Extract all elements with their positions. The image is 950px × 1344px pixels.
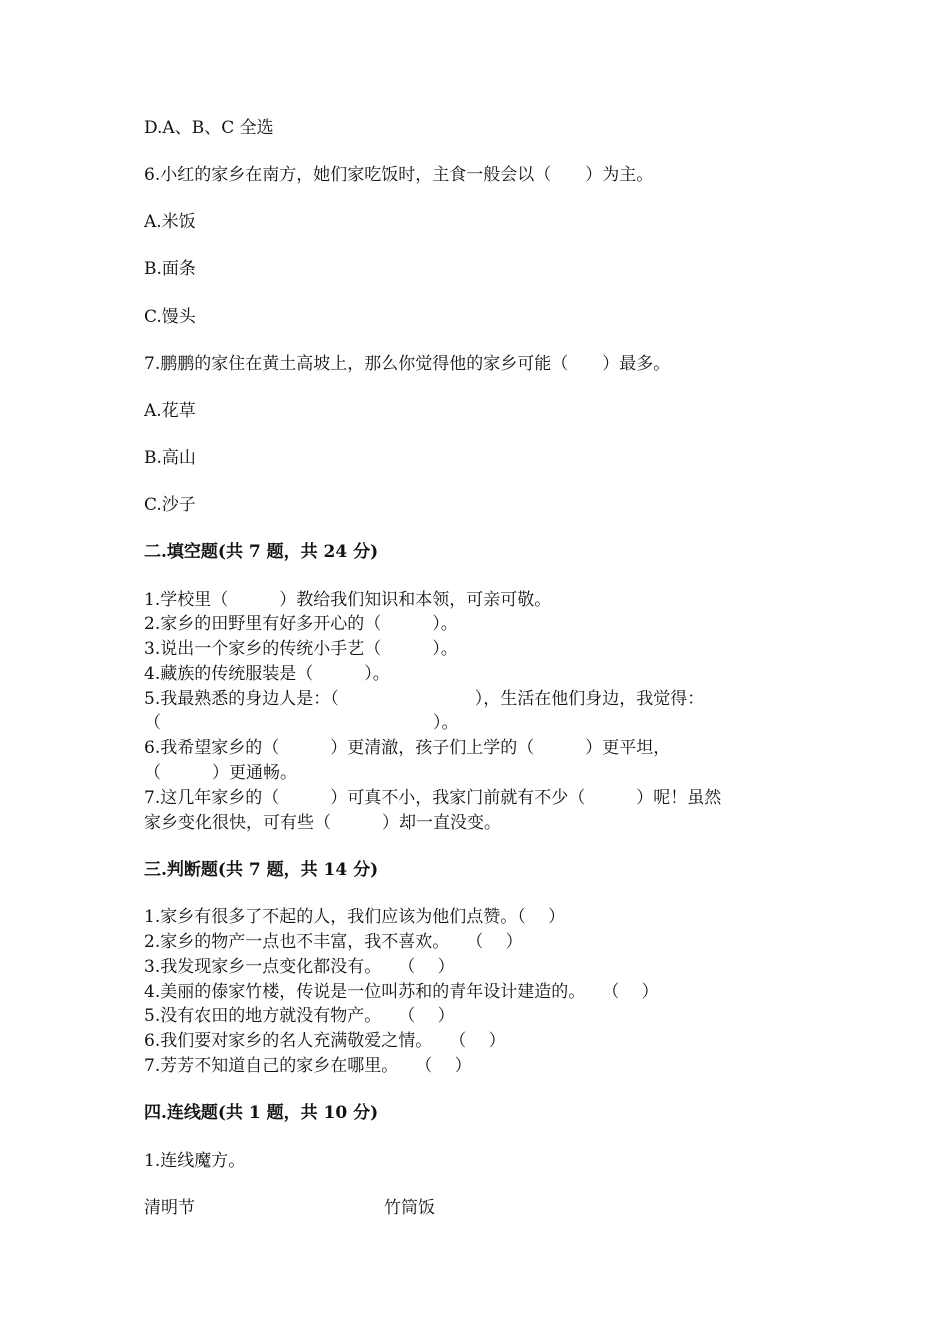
true-false-line: 2.家乡的物产一点也不丰富，我不喜欢。 （ ） — [144, 932, 523, 952]
fill-blank-line: 家乡变化很快，可有些（ ）却一直没变。 — [144, 813, 501, 833]
choice-q7-option-b: B.高山 — [144, 448, 196, 468]
true-false-line: 6.我们要对家乡的名人充满敬爱之情。 （ ） — [144, 1031, 506, 1051]
choice-q6-stem: 6.小红的家乡在南方，她们家吃饭时，主食一般会以（ ）为主。 — [144, 165, 654, 185]
matching-question: 1.连线魔方。 — [144, 1151, 246, 1171]
choice-q6-option-c: C.馒头 — [144, 307, 196, 327]
fill-blank-line: 5.我最熟悉的身边人是：（ ），生活在他们身边，我觉得： — [144, 689, 705, 709]
fill-blank-line: （ ）更通畅。 — [144, 763, 297, 783]
true-false-line: 5.没有农田的地方就没有物产。 （ ） — [144, 1006, 455, 1026]
fill-blank-line: 6.我希望家乡的（ ）更清澈，孩子们上学的（ ）更平坦， — [144, 738, 671, 758]
section-heading-true-false: 三.判断题(共 7 题，共 14 分) — [144, 860, 379, 880]
section-heading-matching: 四.连线题(共 1 题，共 10 分) — [144, 1103, 379, 1123]
choice-q6-option-b: B.面条 — [144, 259, 196, 279]
fill-blank-line: 1.学校里（ ）教给我们知识和本领，可亲可敬。 — [144, 590, 552, 610]
true-false-line: 4.美丽的傣家竹楼，传说是一位叫苏和的青年设计建造的。 （ ） — [144, 982, 659, 1002]
matching-left-item: 清明节 — [144, 1198, 195, 1218]
fill-blank-line: （ ）。 — [144, 713, 459, 733]
true-false-line: 7.芳芳不知道自己的家乡在哪里。 （ ） — [144, 1056, 472, 1076]
choice-q7-option-c: C.沙子 — [144, 495, 196, 515]
choice-q7-stem: 7.鹏鹏的家住在黄土高坡上，那么你觉得他的家乡可能（ ）最多。 — [144, 354, 671, 374]
section-heading-fill-blank: 二.填空题(共 7 题，共 24 分) — [144, 542, 379, 562]
fill-blank-line: 3.说出一个家乡的传统小手艺（ ）。 — [144, 639, 458, 659]
choice-q7-option-a: A.花草 — [144, 401, 196, 421]
true-false-line: 1.家乡有很多了不起的人，我们应该为他们点赞。（ ） — [144, 907, 566, 927]
choice-q6-option-a: A.米饭 — [144, 212, 196, 232]
fill-blank-line: 4.藏族的传统服装是（ ）。 — [144, 664, 390, 684]
choice-q5-option-d: D.A、B、C 全选 — [144, 118, 274, 138]
matching-right-item: 竹筒饭 — [384, 1198, 435, 1218]
fill-blank-line: 7.这几年家乡的（ ）可真不小，我家门前就有不少（ ）呢！虽然 — [144, 788, 722, 808]
true-false-line: 3.我发现家乡一点变化都没有。 （ ） — [144, 957, 455, 977]
fill-blank-line: 2.家乡的田野里有好多开心的（ ）。 — [144, 614, 458, 634]
